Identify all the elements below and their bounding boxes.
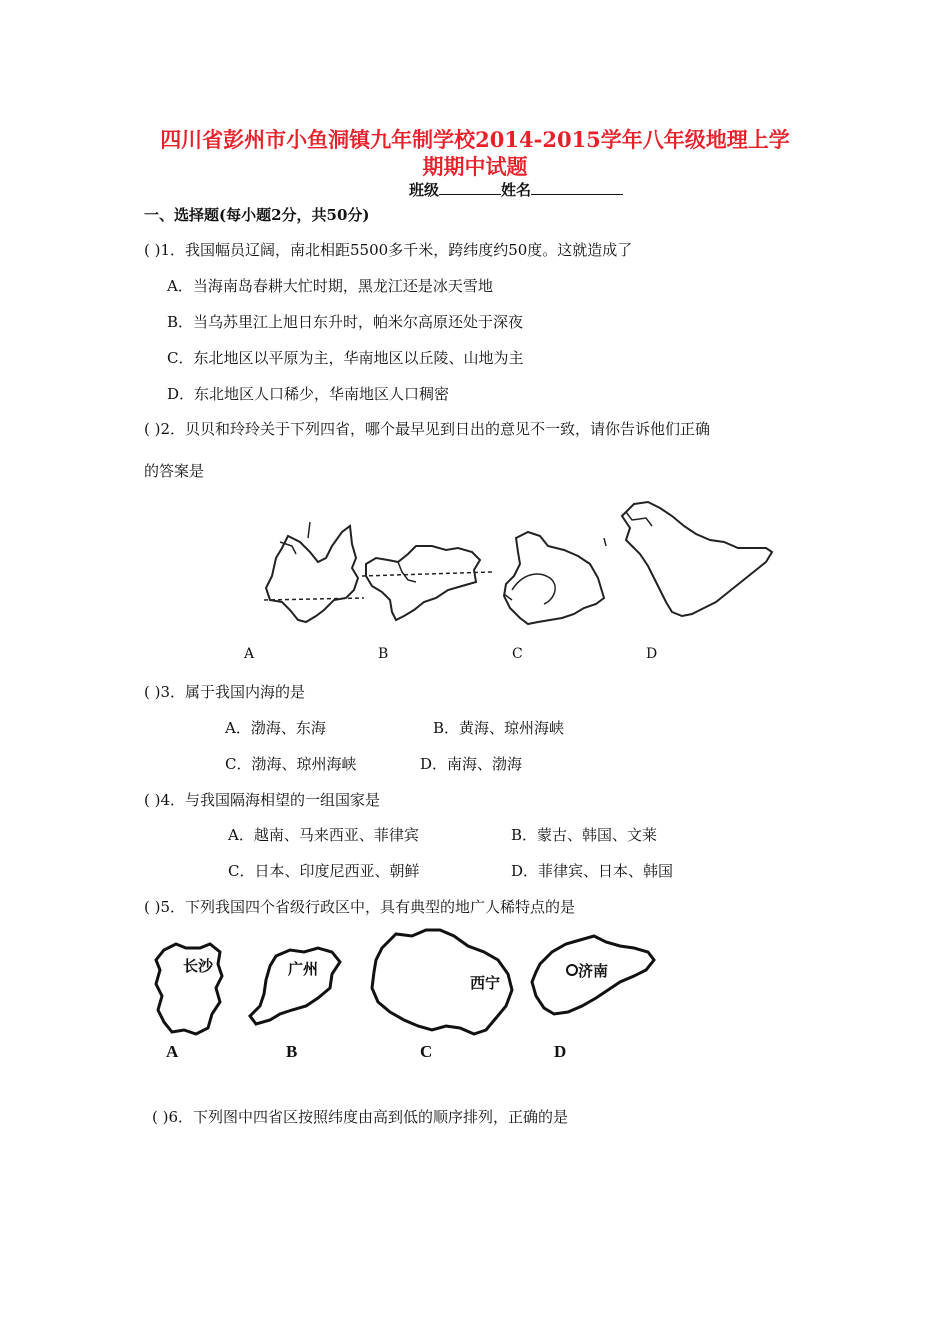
question-6-stem: ( )6．下列图中四省区按照纬度由高到低的顺序排列，正确的是 <box>152 1108 569 1126</box>
question-2-stem: ( )2．贝贝和玲玲关于下列四省，哪个最早见到日出的意见不一致，请你告诉他们正确 <box>144 420 711 438</box>
question-1-stem: ( )1．我国幅员辽阔，南北相距5500多千米，跨纬度约50度。这就造成了 <box>144 241 633 259</box>
student-info-line <box>409 179 623 200</box>
q2-map-label-a: A <box>244 646 255 662</box>
question-1-option-a: A．当海南岛春耕大忙时期，黑龙江还是冰天雪地 <box>167 277 493 295</box>
q2-map-label-c: C <box>512 646 523 662</box>
document-title-line1: 四川省彭州市小鱼洞镇九年制学校2014-2015学年八年级地理上学 <box>160 127 790 152</box>
q2-province-map-c <box>498 528 610 628</box>
name-label: 姓名 <box>501 181 532 199</box>
q5-city-label-a: 长沙 <box>183 957 214 975</box>
question-4-option-b: B．蒙古、韩国、文莱 <box>511 826 658 844</box>
document-title-line2: 期期中试题 <box>422 154 528 179</box>
question-3-option-a: A．渤海、东海 <box>225 719 326 737</box>
question-3-option-b: B．黄海、琼州海峡 <box>433 719 565 737</box>
question-3-option-c: C．渤海、琼州海峡 <box>225 755 357 773</box>
class-label: 班级 <box>409 181 440 199</box>
q2-province-map-d <box>600 498 776 622</box>
q5-city-label-b: 广州 <box>288 960 319 978</box>
q2-map-label-d: D <box>646 646 658 662</box>
question-3-stem: ( )3．属于我国内海的是 <box>144 683 306 701</box>
name-blank[interactable] <box>531 180 623 195</box>
section-heading: 一、选择题(每小题2分，共50分) <box>144 206 370 224</box>
question-5-stem: ( )5．下列我国四个省级行政区中，具有典型的地广人稀特点的是 <box>144 898 576 916</box>
q2-map-label-b: B <box>378 646 389 662</box>
question-1-option-b: B．当乌苏里江上旭日东升时，帕米尔高原还处于深夜 <box>167 313 524 331</box>
question-3-option-d: D．南海、渤海 <box>420 755 523 773</box>
q5-map-label-c: C <box>420 1042 433 1061</box>
q2-province-map-a <box>262 518 377 630</box>
q5-city-label-d: 济南 <box>578 962 609 980</box>
question-4-option-d: D．菲律宾、日本、韩国 <box>511 862 674 880</box>
q5-city-label-c: 西宁 <box>470 974 501 992</box>
q5-map-label-a: A <box>166 1042 179 1061</box>
q2-province-map-b <box>362 542 494 624</box>
class-blank[interactable] <box>439 180 501 195</box>
question-4-option-a: A．越南、马来西亚、菲律宾 <box>228 826 419 844</box>
q5-province-map-b <box>246 944 346 1028</box>
q5-map-label-d: D <box>554 1042 567 1061</box>
question-1-option-d: D．东北地区人口稀少，华南地区人口稠密 <box>167 385 450 403</box>
question-4-option-c: C．日本、印度尼西亚、朝鲜 <box>228 862 420 880</box>
question-2-stem-continued: 的答案是 <box>144 462 205 480</box>
question-1-option-c: C．东北地区以平原为主，华南地区以丘陵、山地为主 <box>167 349 524 367</box>
question-4-stem: ( )4．与我国隔海相望的一组国家是 <box>144 791 381 809</box>
q5-map-label-b: B <box>286 1042 298 1061</box>
